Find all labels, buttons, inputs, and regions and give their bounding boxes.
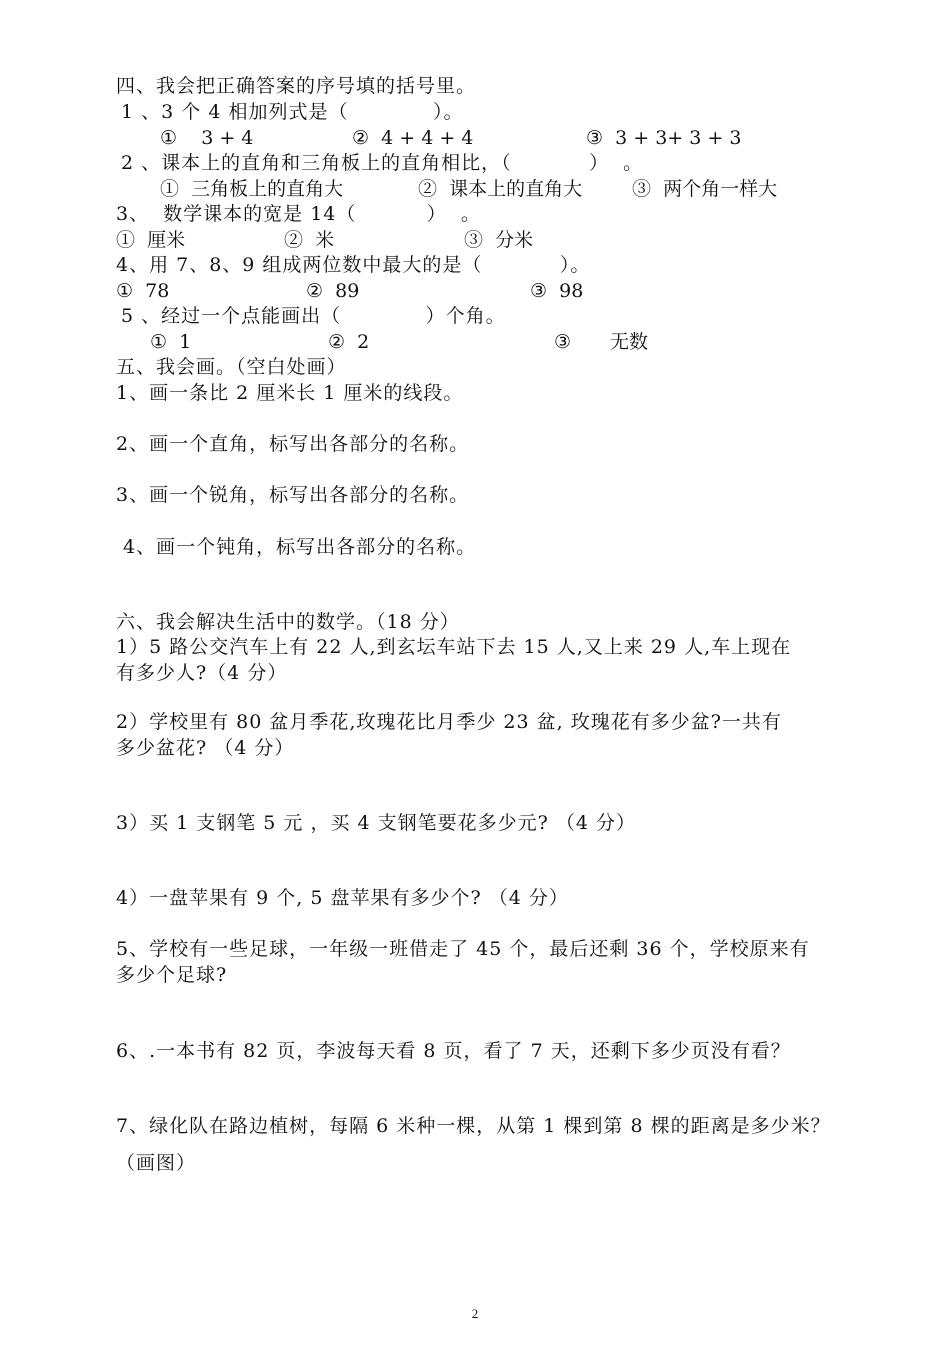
section6-title: 六、我会解决生活中的数学。（18 分） — [116, 611, 460, 633]
section4-title: 四、我会把正确答案的序号填的括号里。 — [116, 75, 477, 97]
section5-title: 五、我会画。（空白处画） — [116, 356, 347, 378]
problem6: 6、.一本书有 82 页，李波每天看 8 页，看了 7 天，还剩下多少页没有看？ — [116, 1040, 791, 1062]
q2-stem: 2 、课本上的直角和三角板上的直角相比，（ ） 。 — [114, 152, 644, 174]
problem4: 4）一盘苹果有 9 个, 5 盘苹果有多少个? （4 分） — [116, 887, 569, 909]
q3-option-1: ① 厘米 — [116, 229, 186, 251]
q2-option-3: ③ 两个角一样大 — [632, 178, 778, 200]
q5-option-3-text: 无数 — [610, 331, 649, 353]
draw-item-3: 3、画一个锐角，标写出各部分的名称。 — [116, 484, 470, 506]
problem7-line2: （画图） — [116, 1152, 197, 1174]
draw-item-4: 4、画一个钝角，标写出各部分的名称。 — [116, 536, 477, 558]
q3-stem: 3、 数学课本的宽是 14（ ） 。 — [116, 203, 481, 225]
q5-stem: 5 、经过一个点能画出（ ）个角。 — [114, 305, 506, 327]
problem5-line2: 多少个足球? — [116, 964, 228, 986]
problem1-line1: 1）5 路公交汽车上有 22 人,到玄坛车站下去 15 人,又上来 29 人,车上现在 — [116, 636, 792, 658]
q4-option-1: ① 78 — [116, 280, 170, 302]
q5-option-2: ② 2 — [328, 331, 370, 353]
problem5-line1: 5、学校有一些足球，一年级一班借走了 45 个，最后还剩 36 个，学校原来有 — [116, 938, 810, 960]
problem3: 3）买 1 支钢笔 5 元 ，买 4 支钢笔要花多少元? （4 分） — [116, 812, 636, 834]
q1-stem: 1 、3 个 4 相加列式是（ ）。 — [114, 101, 464, 123]
draw-item-1: 1、画一条比 2 厘米长 1 厘米的线段。 — [116, 382, 464, 404]
q5-option-1: ① 1 — [150, 331, 192, 353]
q5-option-3-mark: ③ — [554, 331, 572, 353]
q4-option-3: ③ 98 — [530, 280, 584, 302]
problem1-line2: 有多少人?（4 分） — [116, 662, 288, 684]
page-number: 2 — [471, 1306, 479, 1321]
problem7-line1: 7、绿化队在路边植树，每隔 6 米种一棵，从第 1 棵到第 8 棵的距离是多少米？ — [116, 1115, 831, 1137]
q1-option-2: ② 4 + 4 + 4 — [352, 127, 474, 149]
q4-stem: 4、用 7、8、9 组成两位数中最大的是（ ）。 — [116, 254, 591, 276]
q1-option-1: ① 3 + 4 — [160, 127, 254, 149]
problem2-line2: 多少盆花? （4 分） — [116, 737, 295, 759]
draw-item-2: 2、画一个直角，标写出各部分的名称。 — [116, 433, 470, 455]
q4-option-2: ② 89 — [306, 280, 360, 302]
q2-option-2: ② 课本上的直角大 — [418, 178, 583, 200]
problem2-line1: 2）学校里有 80 盆月季花,玫瑰花比月季少 23 盆, 玫瑰花有多少盆?一共有 — [116, 711, 782, 733]
q1-option-3: ③ 3 + 3+ 3 + 3 — [586, 127, 742, 149]
q3-option-3: ③ 分米 — [464, 229, 534, 251]
q3-option-2: ② 米 — [284, 229, 335, 251]
q2-option-1: ① 三角板上的直角大 — [160, 178, 344, 200]
